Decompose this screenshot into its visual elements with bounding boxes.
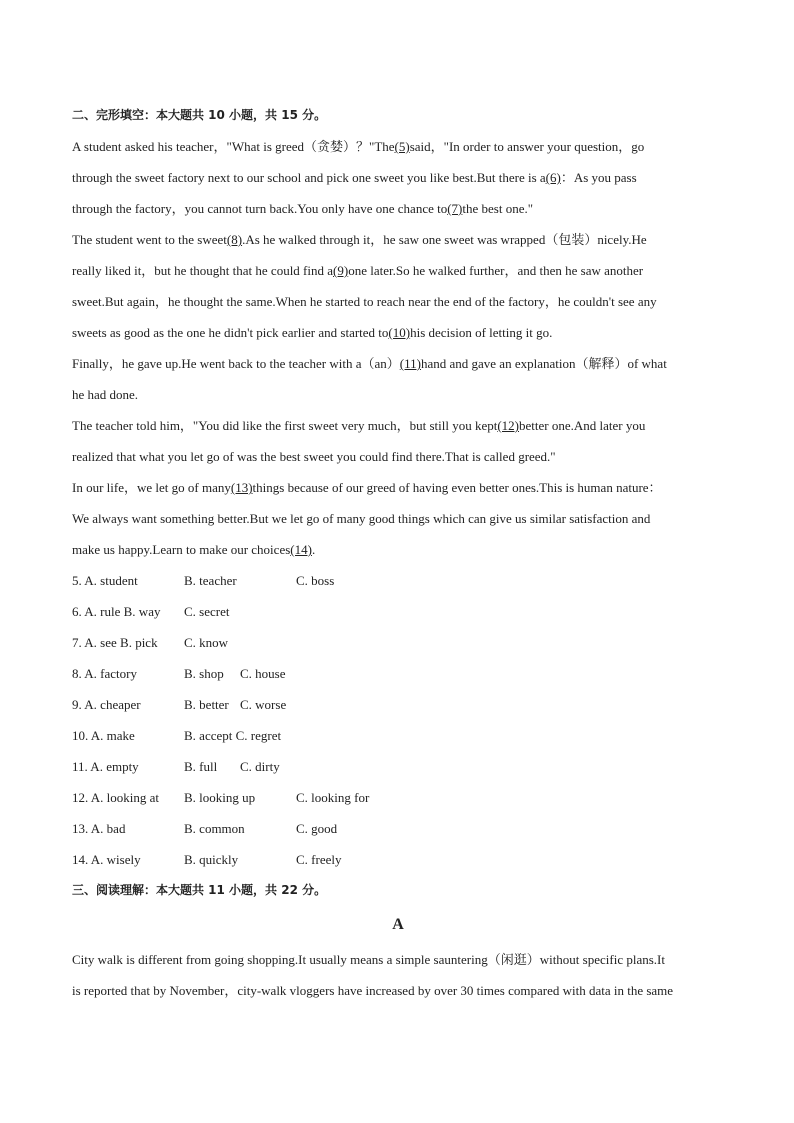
cloze-text: hand and gave an explanation（解释）of what bbox=[420, 356, 667, 371]
cloze-line-5 bbox=[72, 255, 724, 286]
cloze-text: In our life，we let go of many bbox=[72, 480, 231, 495]
cloze-text: sweets as good as the one he didn't pick earlier and started to bbox=[72, 325, 389, 340]
cloze-text: A student asked his teacher，"What is greed（贪婪）？"The bbox=[72, 139, 395, 154]
option-row-9 bbox=[72, 689, 724, 720]
blank-14: (14) bbox=[290, 542, 312, 557]
option-b: B. quickly bbox=[184, 852, 239, 867]
option-a: 8. A. factory bbox=[72, 666, 137, 681]
option-a: 7. A. see B. pick bbox=[72, 635, 158, 650]
cloze-line-11: realized that what you let go of was the best sweet you could find there.That is called greed." bbox=[72, 449, 556, 464]
cloze-line-2 bbox=[72, 162, 724, 193]
cloze-text: .As he walked through it，he saw one sweet was wrapped（包装）nicely.He bbox=[242, 232, 647, 247]
option-row-14 bbox=[72, 844, 724, 875]
cloze-text: make us happy.Learn to make our choices bbox=[72, 542, 291, 557]
option-row-5 bbox=[72, 565, 724, 596]
option-row-11 bbox=[72, 751, 724, 782]
cloze-line-12 bbox=[72, 472, 724, 503]
option-c: C. worse bbox=[240, 697, 287, 712]
option-b: B. better bbox=[184, 697, 229, 712]
option-a: 11. A. empty bbox=[72, 759, 139, 774]
cloze-line-6: sweet.But again，he thought the same.When he started to reach near the end of the factory，he couldn't see any bbox=[72, 294, 657, 309]
cloze-line-1 bbox=[72, 131, 724, 162]
cloze-line-7 bbox=[72, 317, 724, 348]
cloze-text: said，"In order to answer your question，go bbox=[409, 139, 645, 154]
cloze-text: ：As you pass bbox=[560, 170, 637, 185]
option-c: C. dirty bbox=[240, 759, 280, 774]
option-b: B. looking up bbox=[184, 790, 256, 805]
option-c: C. boss bbox=[296, 573, 335, 588]
cloze-text: his decision of letting it go. bbox=[410, 325, 553, 340]
option-b: C. know bbox=[184, 635, 229, 650]
option-row-6 bbox=[72, 596, 724, 627]
cloze-line-13: We always want something better.But we let go of many good things which can give us similar satisfaction and bbox=[72, 511, 651, 526]
blank-11: (11) bbox=[399, 356, 421, 371]
section-3-title: 三、阅读理解：本大题共 11 小题，共 22 分。 bbox=[72, 883, 327, 897]
cloze-line-8 bbox=[72, 348, 724, 379]
blank-7: (7) bbox=[447, 201, 463, 216]
blank-10: (10) bbox=[388, 325, 411, 340]
cloze-line-4 bbox=[72, 224, 724, 255]
option-b: B. shop bbox=[184, 666, 224, 681]
option-row-10 bbox=[72, 720, 724, 751]
option-row-12 bbox=[72, 782, 724, 813]
blank-5: (5) bbox=[394, 139, 410, 154]
option-b: B. full bbox=[184, 759, 218, 774]
option-b: B. teacher bbox=[184, 573, 237, 588]
cloze-text: one later.So he walked further，and then he saw another bbox=[348, 263, 644, 278]
option-a: 5. A. student bbox=[72, 573, 138, 588]
option-c: C. freely bbox=[296, 852, 342, 867]
option-a: 13. A. bad bbox=[72, 821, 126, 836]
option-a: 9. A. cheaper bbox=[72, 697, 141, 712]
cloze-text: . bbox=[311, 542, 316, 557]
option-a: 14. A. wisely bbox=[72, 852, 141, 867]
cloze-text: Finally，he gave up.He went back to the teacher with a（an） bbox=[72, 356, 400, 371]
passage-line-1: City walk is different from going shopping.It usually means a simple sauntering（闲逛）without specific plans.It bbox=[72, 952, 665, 967]
option-c: C. good bbox=[296, 821, 338, 836]
option-b: C. secret bbox=[184, 604, 230, 619]
cloze-text: really liked it，but he thought that he could find a bbox=[72, 263, 334, 278]
cloze-text: through the sweet factory next to our school and pick one sweet you like best.But there is a bbox=[72, 170, 546, 185]
document-page bbox=[72, 100, 724, 1006]
option-b: B. common bbox=[184, 821, 245, 836]
section-2-title: 二、完形填空：本大题共 10 小题，共 15 分。 bbox=[72, 108, 327, 122]
option-a: 10. A. make bbox=[72, 728, 135, 743]
option-a: 6. A. rule B. way bbox=[72, 604, 161, 619]
blank-8: (8) bbox=[226, 232, 243, 247]
blank-6: (6) bbox=[545, 170, 561, 185]
cloze-text: The teacher told him，"You did like the first sweet very much，but still you kept bbox=[72, 418, 498, 433]
cloze-text: through the factory，you cannot turn back.You only have one chance to bbox=[72, 201, 448, 216]
passage-line-2: is reported that by November，city-walk vloggers have increased by over 30 times compared with data in the same bbox=[72, 983, 674, 998]
option-a: 12. A. looking at bbox=[72, 790, 160, 805]
blank-9: (9) bbox=[333, 263, 349, 278]
option-c: C. house bbox=[240, 666, 286, 681]
cloze-line-3 bbox=[72, 193, 724, 224]
option-c: C. looking for bbox=[296, 790, 370, 805]
blank-13: (13) bbox=[230, 480, 253, 495]
cloze-line-14 bbox=[72, 534, 724, 565]
cloze-line-9: he had done. bbox=[72, 387, 139, 402]
blank-12: (12) bbox=[497, 418, 520, 433]
cloze-text: better one.And later you bbox=[519, 418, 646, 433]
option-b: B. accept C. regret bbox=[184, 728, 282, 743]
cloze-text: The student went to the sweet bbox=[72, 232, 227, 247]
option-row-13 bbox=[72, 813, 724, 844]
option-row-7 bbox=[72, 627, 724, 658]
cloze-text: things because of our greed of having even better ones.This is human nature： bbox=[252, 480, 662, 495]
passage-heading: A bbox=[392, 916, 404, 933]
cloze-text: the best one." bbox=[462, 201, 534, 216]
option-row-8 bbox=[72, 658, 724, 689]
cloze-line-10 bbox=[72, 410, 724, 441]
